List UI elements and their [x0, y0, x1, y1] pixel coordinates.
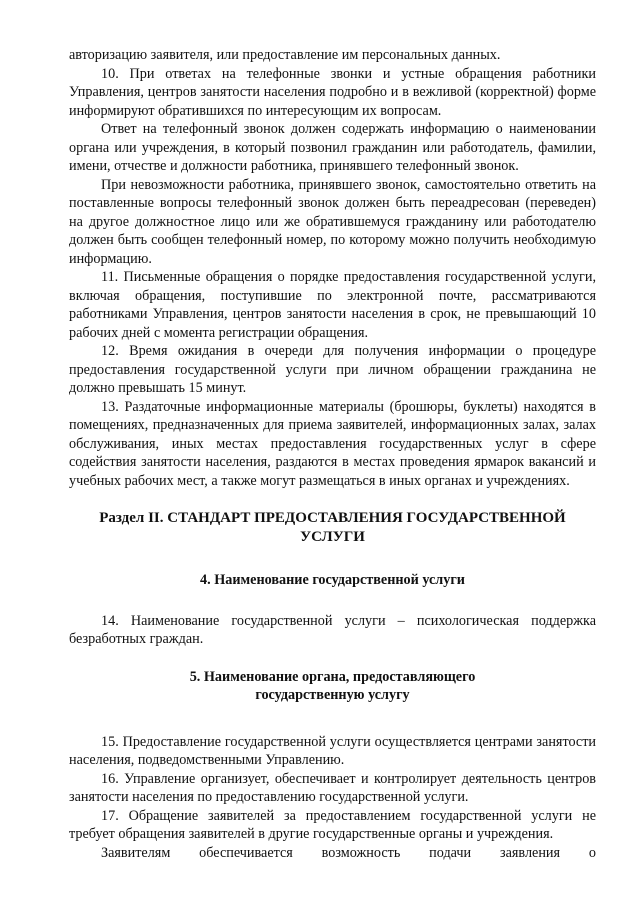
- subsection-4-title: 4. Наименование государственной услуги: [200, 572, 465, 588]
- subsection-5-title-line2: государственную услугу: [255, 687, 410, 703]
- paragraph-14: 14. Наименование государственной услуги – психологическая поддержка безработных граждан.: [69, 612, 596, 647]
- paragraph-phone-answer: Ответ на телефонный звонок должен содержать информацию о наименовании органа или учреждения, в который позвонил гражданин или работодатель, фамилии, имени, отчестве и должности работника, принявшего телефонный звонок.: [69, 121, 596, 174]
- paragraph-redirect: При невозможности работника, принявшего звонок, самостоятельно ответить на поставленные вопросы телефонный звонок должен быть переадресован (переведен) на другое должностное лицо или же обратившемуся гражданину или работодателю должен быть сообщен телефонный номер, по которому можно получить необходимую информацию.: [69, 176, 596, 267]
- section-title: [69, 509, 596, 547]
- paragraph-12: 12. Время ожидания в очереди для получения информации о процедуре предоставления государственной услуги при личном обращении гражданина не должно превышать 15 минут.: [69, 343, 596, 396]
- section-title-line1: Раздел II. СТАНДАРТ ПРЕДОСТАВЛЕНИЯ ГОСУДАРСТВЕННОЙ: [99, 510, 566, 526]
- paragraph-continuation: авторизацию заявителя, или предоставление им персональных данных.: [69, 47, 501, 63]
- paragraph-15: 15. Предоставление государственной услуги осуществляется центрами занятости населения, подведомственными Управлению.: [69, 733, 596, 768]
- paragraph-16: 16. Управление организует, обеспечивает и контролирует деятельность центров занятости населения по предоставлению государственной услуги.: [69, 770, 596, 805]
- subsection-5-title: [69, 668, 596, 705]
- subsection-5-title-line1: 5. Наименование органа, предоставляющего: [189, 668, 476, 685]
- paragraph-11: 11. Письменные обращения о порядке предоставления государственной услуги, включая обращения, поступившие по электронной почте, рассматриваются работниками Управления, центров занятости населения в срок, не превышающий 10 рабочих дней с момента регистрации обращения.: [69, 269, 596, 341]
- paragraph-applicants: Заявителям обеспечивается возможность подачи заявления о: [101, 844, 596, 861]
- section-title-line2: УСЛУГИ: [300, 529, 365, 545]
- paragraph-10: 10. При ответах на телефонные звонки и устные обращения работники Управления, центров занятости населения подробно и в вежливой (корректной) форме информируют обратившихся по интересующим их вопросам.: [69, 65, 596, 119]
- paragraph-13: 13. Раздаточные информационные материалы (брошюры, буклеты) находятся в помещениях, предназначенных для приема заявителей, информационных залах, залах обслуживания, иных местах предоставления государственных услуг в сфере содействия занятости населения, раздаются в местах проведения ярмарок вакансий и учебных рабочих мест, а также могут размещаться в иных органах и учреждениях.: [69, 398, 596, 489]
- document-page: [69, 46, 596, 862]
- paragraph-17: 17. Обращение заявителей за предоставлением государственной услуги не требует обращения заявителей в другие государственные органы и учреждения.: [69, 807, 596, 842]
